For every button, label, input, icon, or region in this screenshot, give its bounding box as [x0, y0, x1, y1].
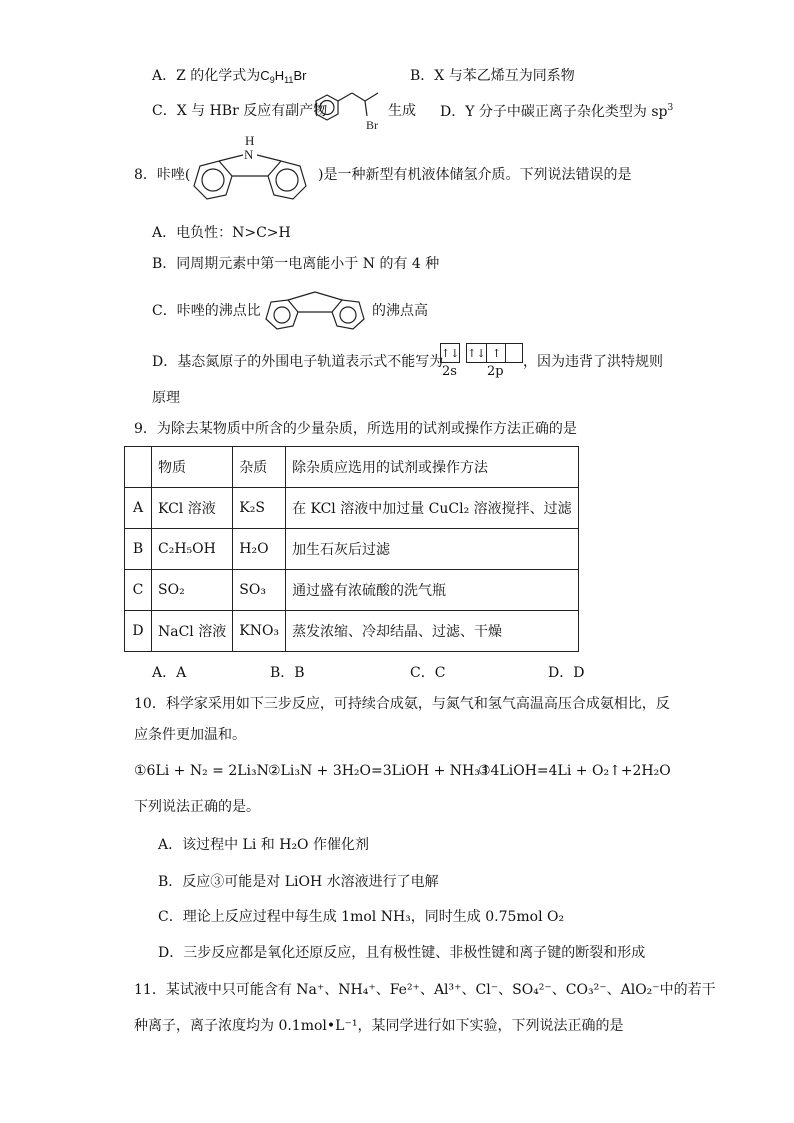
- q10-stem-line1: 10．科学家采用如下三步反应，可持续合成氨，与氮气和氢气高温高压合成氨相比，反: [134, 696, 670, 712]
- table-cell: C: [125, 570, 152, 611]
- q8-option-d-line2: 原理: [152, 390, 180, 406]
- label-2s: 2s: [442, 364, 457, 379]
- table-cell: NaCl 溶液: [152, 611, 233, 652]
- table-cell: C₂H₅OH: [152, 529, 233, 570]
- table-cell: 加生石灰后过滤: [286, 529, 579, 570]
- bond: [219, 155, 243, 161]
- bond: [365, 93, 378, 101]
- q8-stem-prefix: 8．咔唑(: [134, 167, 191, 183]
- bond: [352, 93, 365, 101]
- q10-reaction-3: ③4LiOH=4Li + O₂↑+2H₂O: [478, 763, 671, 779]
- q8-option-a: A．电负性：N>C>H: [152, 225, 291, 241]
- table-cell: SO₂: [152, 570, 233, 611]
- header-cell: 物质: [152, 447, 233, 488]
- bond: [365, 101, 367, 116]
- q9-stem: 9．为除去某物质中所含的少量杂质，所选用的试剂或操作方法正确的是: [134, 421, 577, 437]
- q10-option-d: D．三步反应都是氧化还原反应，且有极性键、非极性键和离子键的断裂和形成: [158, 945, 646, 961]
- table-row: [125, 488, 579, 529]
- left-ring: [194, 161, 232, 199]
- q8-option-c-prefix: C．咔唑的沸点比: [152, 303, 261, 319]
- orbital-box-2s: [440, 343, 460, 363]
- q9-table: [124, 446, 579, 652]
- q10-reaction-1: ①6Li + N₂ = 2Li₃N: [134, 763, 269, 779]
- q7-formula: [260, 68, 306, 83]
- header-cell: 杂质: [233, 447, 286, 488]
- q8-option-c-suffix: 的沸点高: [372, 303, 428, 319]
- q7-option-d: [440, 104, 673, 119]
- header-cell: 除杂质应选用的试剂或操作方法: [286, 447, 579, 488]
- table-cell: 通过盛有浓硫酸的洗气瓶: [286, 570, 579, 611]
- q9-option-c: C．C: [410, 665, 446, 681]
- q10-reaction-2: ②Li₃N + 3H₂O=3LiOH + NH₃↑: [268, 763, 492, 779]
- table-cell: A: [125, 488, 152, 529]
- left-ring: [266, 300, 298, 329]
- orbital-2p-3: [505, 344, 525, 362]
- q8-stem-suffix: )是一种新型有机液体储氢介质。下列说法错误的是: [318, 167, 632, 183]
- q7-option-d-text: D．Y 分子中碳正离子杂化类型为 sp: [440, 104, 668, 120]
- br-label: Br: [366, 118, 378, 132]
- table-row: [125, 611, 579, 652]
- q7-option-a-text: A．Z 的化学式为: [152, 68, 261, 84]
- table-cell: 在 KCl 溶液中加过量 CuCl₂ 溶液搅拌、过滤: [286, 488, 579, 529]
- q8-option-d-prefix: D．基态氮原子的外围电子轨道表示式不能写为: [152, 354, 444, 370]
- bond: [257, 155, 281, 161]
- bond: [288, 292, 315, 300]
- right-aromatic: [340, 307, 356, 323]
- q9-option-b: B．B: [270, 665, 305, 681]
- table-cell: 蒸发浓缩、冷却结晶、过滤、干燥: [286, 611, 579, 652]
- q10-option-a: A．该过程中 Li 和 H₂O 作催化剂: [158, 837, 369, 853]
- orbital-2p-2: ↑: [486, 344, 506, 362]
- q9-option-a: A．A: [152, 665, 187, 681]
- q9-option-d: D．D: [548, 665, 585, 681]
- table-cell: K₂S: [233, 488, 286, 529]
- table-row: [125, 570, 579, 611]
- formula-c: C: [260, 68, 270, 83]
- q8-option-d-suffix: ，因为违背了洪特规则: [523, 354, 663, 370]
- formula-br: Br: [293, 68, 307, 83]
- table-cell: SO₃: [233, 570, 286, 611]
- right-ring: [332, 300, 364, 329]
- table-cell: KNO₃: [233, 611, 286, 652]
- benzene-ring: [316, 95, 338, 120]
- label-2p: 2p: [487, 364, 504, 379]
- table-cell: KCl 溶液: [152, 488, 233, 529]
- q10-option-c: C．理论上反应过程中每生成 1mol NH₃，同时生成 0.75mol O₂: [158, 909, 565, 925]
- formula-h: H: [274, 68, 285, 83]
- left-aromatic: [274, 307, 290, 323]
- formula-sub2: 11: [284, 75, 294, 85]
- q8-option-b: B．同周期元素中第一电离能小于 N 的有 4 种: [152, 256, 440, 272]
- table-row: [125, 529, 579, 570]
- right-ring: [268, 161, 306, 199]
- formula-sub1: 9: [269, 75, 275, 85]
- q10-option-b: B．反应③可能是对 LiOH 水溶液进行了电解: [158, 874, 439, 890]
- fluorene-structure: [258, 288, 374, 334]
- carbazole-structure: [180, 133, 320, 212]
- header-cell: [125, 447, 152, 488]
- h-label: H: [245, 133, 255, 148]
- sp3-superscript: 3: [667, 103, 674, 113]
- orbital-box-2p: [466, 343, 523, 363]
- q7-option-c-suffix: 生成: [388, 103, 416, 119]
- table-cell: H₂O: [233, 529, 286, 570]
- bond: [315, 292, 342, 300]
- bond: [338, 93, 352, 101]
- q11-stem-line2: 种离子，离子浓度均为 0.1mol•L⁻¹，某同学进行如下实验，下列说法正确的是: [134, 1018, 624, 1034]
- table-cell: B: [125, 529, 152, 570]
- right-aromatic: [276, 169, 298, 191]
- table-header-row: [125, 447, 579, 488]
- table-cell: D: [125, 611, 152, 652]
- q11-stem-line1: 11．某试液中只可能含有 Na⁺、NH₄⁺、Fe²⁺、Al³⁺、Cl⁻、SO₄²⁻、CO₃²⁻、AlO₂⁻中的若干: [134, 982, 716, 998]
- orbital-2p-1: ↑↓: [467, 347, 486, 360]
- q7-option-a: [152, 69, 306, 85]
- q10-ask: 下列说法正确的是。: [134, 799, 260, 815]
- q7-option-c-prefix: C．X 与 HBr 反应有副产物: [152, 103, 328, 119]
- n-label: N: [244, 147, 254, 162]
- q10-stem-line2: 应条件更加温和。: [134, 727, 246, 743]
- q7-option-b: B．X 与苯乙烯互为同系物: [410, 68, 575, 84]
- orbital-2s-electrons: ↑↓: [441, 347, 460, 360]
- left-aromatic: [202, 169, 224, 191]
- bromopropylbenzene-structure: [312, 84, 392, 134]
- aromatic-circle: [320, 101, 334, 115]
